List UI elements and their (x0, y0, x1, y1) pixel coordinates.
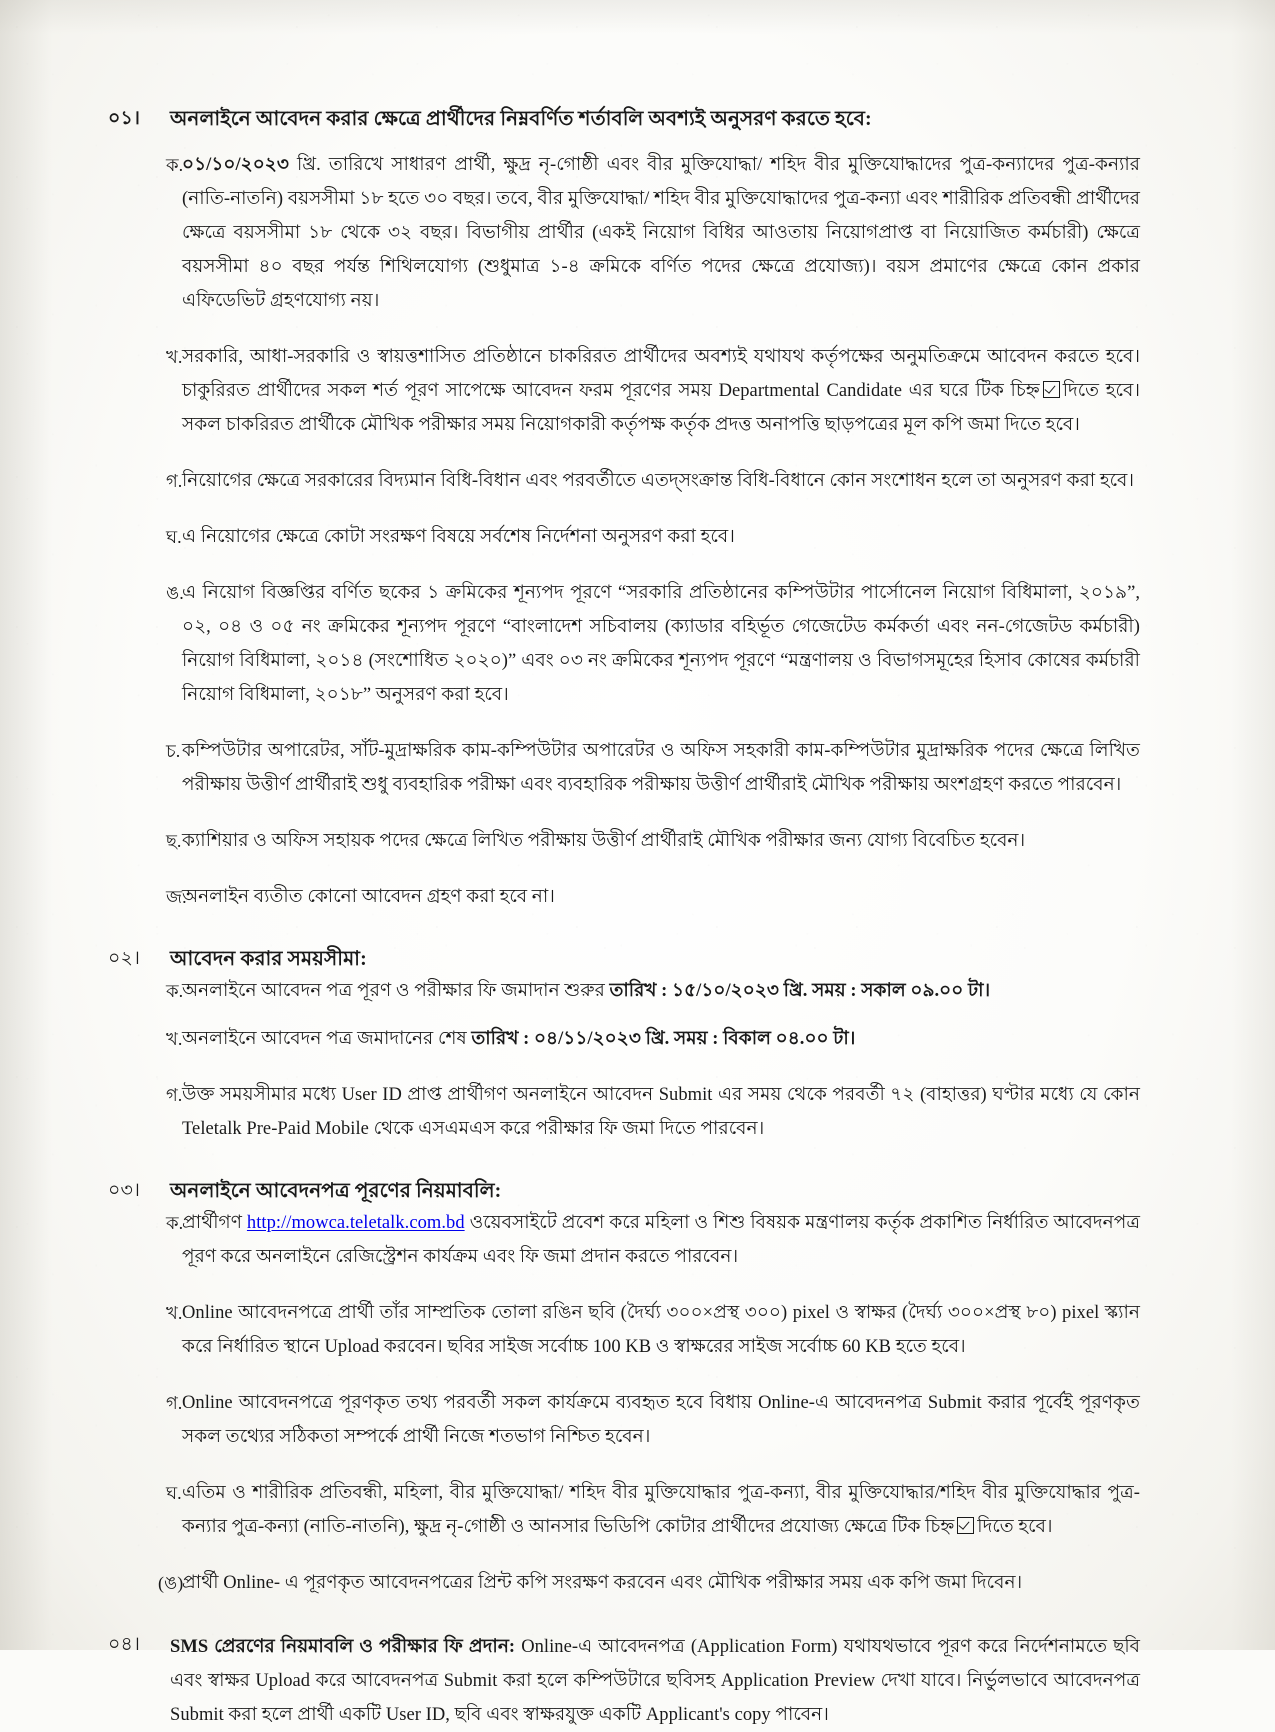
item-kha-part1: সরকারি, আধা-সরকারি ও স্বায়ত্তশাসিত প্রতিষ্ঠানে চাকরিরত প্রার্থীদের অবশ্যই যথাযথ কর্তৃপক্ষের অনুমতিক্রমে আবেদন করতে হবে। চাকুরিরত প্রার্থীদের সকল শর্ত পূরণ সাপেক্ষে আবেদন ফরম পূরণের সময় Departmental Candidate এর ঘরে টিক চিহ্ন (182, 347, 1140, 401)
section-01-item-una (108, 576, 1140, 712)
spacer (108, 1274, 1140, 1296)
page-edge-shadow-right (1231, 0, 1275, 1650)
section-03-body (170, 1176, 1140, 1206)
item-02-ka-normal: অনলাইনে আবেদন পত্র পূরণ ও পরীক্ষার ফি জমাদান শুরুর (182, 981, 610, 1001)
section-02 (108, 944, 1140, 974)
section-01-number: ০১। (108, 108, 141, 129)
item-marker-02-kha: খ. (166, 1029, 183, 1049)
mowca-teletalk-link[interactable]: http://mowca.teletalk.com.bd (246, 1213, 465, 1233)
item-03-gha-part1: এতিম ও শারীরিক প্রতিবন্ধী, মহিলা, বীর মুক্তিযোদ্ধা/ শহিদ বীর মুক্তিযোদ্ধার পুত্র-কন্যা, বীর মুক্তিযোদ্ধার/শহিদ বীর মুক্তিযোদ্ধার পুত্র-কন্যার পুত্র-কন্যা (নাতি-নাতনি), ক্ষুদ্র নৃ-গোষ্ঠী ও আনসার ভিডিপি কোটার প্রার্থীদের প্রযোজ্য ক্ষেত্রে টিক চিহ্ন (182, 1483, 1140, 1537)
item-text-02-ka (182, 974, 1140, 1008)
section-04-body-text: Online-এ আবেদনপত্র (Application Form) যথাযথভাবে পূরণ করে নির্দেশনামতে ছবি এবং স্বাক্ষর Upload করে আবেদনপত্র Submit করা হলে কম্পিউটারে ছবিসহ Application Preview দেখা যাবে। নির্ভুলভাবে আবেদনপত্র Submit করা হলে প্রার্থী একটি User ID, ছবি এবং স্বাক্ষরযুক্ত একটি Applicant's copy পাবেন। (170, 1637, 1140, 1725)
item-text-ga: নিয়োগের ক্ষেত্রে সরকারের বিদ্যমান বিধি-বিধান এবং পরবর্তীতে এতদ্‌সংক্রান্ত বিধি-বিধানে কোন সংশোধন হলে তা অনুসরণ করা হবে। (182, 471, 1135, 491)
item-ka-body: খ্রি. তারিখে সাধারণ প্রার্থী, ক্ষুদ্র নৃ-গোষ্ঠী এবং বীর মুক্তিযোদ্ধা/ শহিদ বীর মুক্তিযোদ্ধাদের পুত্র-কন্যাদের পুত্র-কন্যার (নাতি-নাতনি) বয়সসীমা ১৮ হতে ৩০ বছর। তবে, বীর মুক্তিযোদ্ধা/ শহিদ বীর মুক্তিযোদ্ধাদের পুত্র-কন্যা এবং শারীরিক প্রতিবন্ধী প্রার্থীদের ক্ষেত্রে বয়সসীমা ১৮ থেকে ৩২ বছর। বিভাগীয় প্রার্থীর (একই নিয়োগ বিধির আওতায় নিয়োগপ্রাপ্ত বা নিয়োজিত কর্মচারী) ক্ষেত্রে বয়সসীমা ৪০ বছর পর্যন্ত শিথিলযোগ্য (শুধুমাত্র ১-৪ ক্রমিকে বর্ণিত পদের ক্ষেত্রে প্রযোজ্য)। বয়স প্রমাণের ক্ষেত্রে কোন প্রকার এফিডেভিট গ্রহণযোগ্য নয়। (182, 155, 1140, 311)
checkbox-checked-icon (957, 1517, 974, 1534)
section-04-number: ০৪। (108, 1634, 141, 1655)
checkbox-checked-icon (1043, 381, 1060, 398)
item-marker-chha: ছ. (166, 831, 182, 851)
spacer (108, 712, 1140, 734)
section-02-item-ga (108, 1078, 1140, 1146)
spacer (108, 1056, 1140, 1078)
section-03 (108, 1176, 1140, 1206)
item-02-kha-normal: অনলাইনে আবেদন পত্র জমাদানের শেষ (182, 1029, 472, 1049)
item-03-ka-post: ওয়েবসাইটে প্রবেশ করে মহিলা ও শিশু বিষয়ক মন্ত্রণালয় কর্তৃক প্রকাশিত নির্ধারিত আবেদনপত্র পূরণ করে অনলাইনে রেজিস্ট্রেশন কার্যক্রম এবং ফি জমা প্রদান করতে পারবেন। (182, 1213, 1141, 1267)
item-text-03-ka (182, 1206, 1140, 1274)
item-ka-lead-date: ০১/১০/২০২৩ (182, 155, 289, 175)
item-text-03-gha (182, 1476, 1140, 1544)
spacer (108, 802, 1140, 824)
section-03-item-gha (108, 1476, 1140, 1544)
spacer (108, 1364, 1140, 1386)
item-marker-kha: খ. (166, 347, 183, 367)
section-04-text (170, 1630, 1140, 1732)
section-03-item-ga (108, 1386, 1140, 1454)
item-text-03-ga: Online আবেদনপত্রে পূরণকৃত তথ্য পরবর্তী সকল কার্যক্রমে ব্যবহৃত হবে বিধায় Online-এ আবেদনপত্র Submit করার পূর্বেই পূরণকৃত সকল তথ্যের সঠিকতা সম্পর্কে প্রার্থী নিজে শতভাগ নিশ্চিত হবেন। (182, 1393, 1140, 1447)
section-01-item-kha (108, 340, 1140, 442)
spacer (108, 442, 1140, 464)
page-edge-shadow-top (0, 0, 1275, 34)
section-02-title: আবেদন করার সময়সীমা: (170, 948, 367, 970)
spacer (108, 1454, 1140, 1476)
section-02-item-ka (108, 974, 1140, 1008)
item-02-kha-date-time: তারিখ : ০৪/১১/২০২৩ খ্রি. সময় : বিকাল ০৪.০০ টা। (471, 1029, 856, 1049)
item-text-gha: এ নিয়োগের ক্ষেত্রে কোটা সংরক্ষণ বিষয়ে সর্বশেষ নির্দেশনা অনুসরণ করা হবে। (182, 527, 735, 547)
section-02-number: ০২। (108, 948, 141, 969)
section-01-item-cha (108, 734, 1140, 802)
section-01-item-chha (108, 824, 1140, 858)
item-marker-03-kha: খ. (166, 1303, 183, 1323)
item-text-chha: ক্যাশিয়ার ও অফিস সহায়ক পদের ক্ষেত্রে লিখিত পরীক্ষায় উত্তীর্ণ প্রার্থীরাই মৌখিক পরীক্ষার জন্য যোগ্য বিবেচিত হবেন। (182, 831, 1026, 851)
spacer (108, 498, 1140, 520)
spacer (108, 1008, 1140, 1022)
item-text-kha (182, 340, 1140, 442)
section-03-item-kha (108, 1296, 1140, 1364)
item-marker-03-una: (ঙ) (158, 1573, 184, 1593)
spacer (108, 858, 1140, 880)
item-03-gha-part2: দিতে হবে। (977, 1517, 1053, 1537)
item-text-03-kha: Online আবেদনপত্রে প্রার্থী তাঁর সাম্প্রতিক তোলা রঙিন ছবি (দৈর্ঘ্য ৩০০×প্রস্থ ৩০০) pixel ও স্বাক্ষর (দৈর্ঘ্য ৩০০×প্রস্থ ৮০) pixel স্ক্যান করে নির্ধারিত স্থানে Upload করবেন। ছবির সাইজ সর্বোচ্চ 100 KB ও স্বাক্ষরের সাইজ সর্বোচ্চ 60 KB হতে হবে। (182, 1303, 1140, 1357)
section-03-number: ০৩। (108, 1180, 141, 1201)
item-text-02-ga: উক্ত সময়সীমার মধ্যে User ID প্রাপ্ত প্রার্থীগণ অনলাইনে আবেদন Submit এর সময় থেকে পরবর্তী ৭২ (বাহাত্তর) ঘণ্টার মধ্যে যে কোন Teletalk Pre-Paid Mobile থেকে এসএমএস করে পরীক্ষার ফি জমা দিতে পারবেন। (182, 1085, 1140, 1139)
item-text-02-kha (182, 1022, 1140, 1056)
section-01-item-ja (108, 880, 1140, 914)
section-01-body (170, 104, 1140, 134)
section-04-heading: SMS প্রেরণের নিয়মাবলি ও পরীক্ষার ফি প্রদান: (170, 1637, 516, 1657)
item-marker-02-ga: গ. (166, 1085, 183, 1105)
section-04 (108, 1630, 1140, 1732)
section-01-item-gha (108, 520, 1140, 554)
item-kha-part2: দিতে হবে। সকল চাকরিরত প্রার্থীকে মৌখিক পরীক্ষার সময় নিয়োগকারী কর্তৃপক্ষ কর্তৃক প্রদত্ত অনাপত্তি ছাড়পত্রের মূল কপি জমা দিতে হবে। (182, 381, 1140, 435)
item-marker-03-gha: ঘ. (166, 1483, 182, 1503)
item-text-una: এ নিয়োগ বিজ্ঞপ্তির বর্ণিত ছকের ১ ক্রমিকের শূন্যপদ পূরণে “সরকারি প্রতিষ্ঠানের কম্পিউটার পার্সোনেল নিয়োগ বিধিমালা, ২০১৯”, ০২, ০৪ ও ০৫ নং ক্রমিকের শূন্যপদ পূরণে “বাংলাদেশ সচিবালয় (ক্যাডার বহির্ভূত গেজেটেড কর্মকর্তা এবং নন-গেজেটড কর্মচারী) নিয়োগ বিধিমালা, ২০১৪ (সংশোধিত ২০২০)” এবং ০৩ নং ক্রমিকের শূন্যপদ পূরণে “মন্ত্রণালয় ও বিভাগসমূহের হিসাব কোষের কর্মচারী নিয়োগ বিধিমালা, ২০১৮” অনুসরণ করা হবে। (182, 583, 1140, 705)
section-04-body (170, 1630, 1140, 1732)
spacer (108, 1544, 1140, 1566)
section-03-item-ka (108, 1206, 1140, 1274)
item-03-ka-pre: প্রার্থীগণ (182, 1213, 247, 1233)
item-marker-una: ঙ. (166, 583, 184, 603)
spacer (108, 914, 1140, 944)
item-marker-03-ka: ক. (166, 1213, 184, 1233)
section-02-item-kha (108, 1022, 1140, 1056)
item-marker-ka: ক. (166, 155, 184, 175)
item-text-ka (182, 148, 1140, 318)
spacer (108, 134, 1140, 148)
spacer (108, 1600, 1140, 1630)
item-marker-gha: ঘ. (166, 527, 182, 547)
section-02-body (170, 944, 1140, 974)
item-marker-03-ga: গ. (166, 1393, 183, 1413)
item-text-cha: কম্পিউটার অপারেটর, সাঁট-মুদ্রাক্ষরিক কাম-কম্পিউটার অপারেটর ও অফিস সহকারী কাম-কম্পিউটার মুদ্রাক্ষরিক পদের ক্ষেত্রে লিখিত পরীক্ষায় উত্তীর্ণ প্রার্থীরাই শুধু ব্যবহারিক পরীক্ষা এবং ব্যবহারিক পরীক্ষায় উত্তীর্ণ প্রার্থীরাই মৌখিক পরীক্ষায় অংশগ্রহণ করতে পারবেন। (182, 741, 1140, 795)
item-marker-ga: গ. (166, 471, 183, 491)
document-content (108, 104, 1140, 1732)
section-01 (108, 104, 1140, 134)
item-marker-cha: চ. (166, 741, 181, 761)
section-03-title: অনলাইনে আবেদনপত্র পূরণের নিয়মাবলি: (170, 1180, 502, 1202)
item-text-03-una: প্রার্থী Online- এ পূরণকৃত আবেদনপত্রের প্রিন্ট কপি সংরক্ষণ করবেন এবং মৌখিক পরীক্ষার সময় এক কপি জমা দিবেন। (182, 1573, 1023, 1593)
item-text-ja: অনলাইন ব্যতীত কোনো আবেদন গ্রহণ করা হবে না। (182, 887, 555, 907)
item-marker-ja: জ. (166, 887, 187, 907)
section-03-item-una (108, 1566, 1140, 1600)
section-01-title: অনলাইনে আবেদন করার ক্ষেত্রে প্রার্থীদের নিম্নবর্ণিত শর্তাবলি অবশ্যই অনুসরণ করতে হবে: (170, 108, 872, 130)
spacer (108, 1146, 1140, 1176)
page-edge-shadow-left (0, 0, 52, 1650)
section-01-item-ka (108, 148, 1140, 318)
spacer (108, 318, 1140, 340)
item-02-ka-date-time: তারিখ : ১৫/১০/২০২৩ খ্রি. সময় : সকাল ০৯.০০ টা। (609, 981, 991, 1001)
item-marker-02-ka: ক. (166, 981, 184, 1001)
section-01-item-ga (108, 464, 1140, 498)
spacer (108, 554, 1140, 576)
